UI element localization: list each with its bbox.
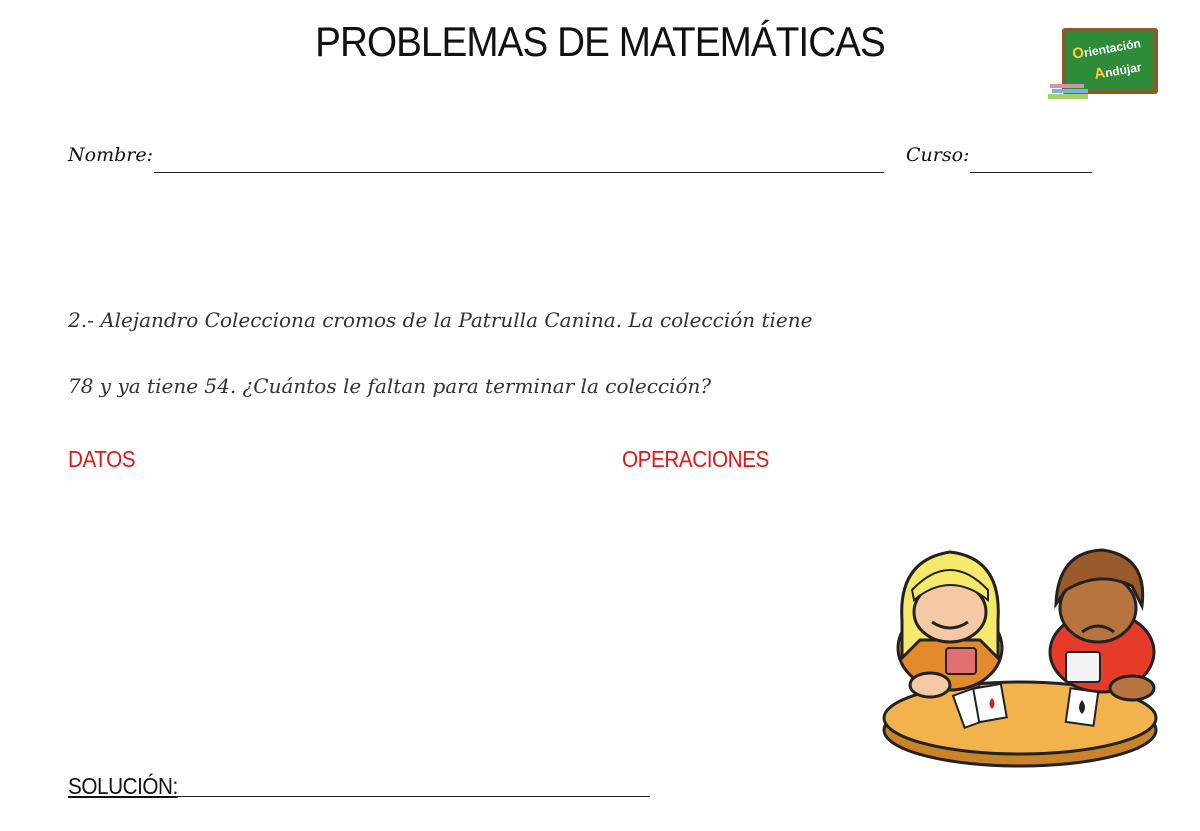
course-label: Curso: — [906, 144, 970, 166]
problem-text-line-1: 2.- Alejandro Colecciona cromos de la Patrulla Canina. La colección tiene — [68, 308, 813, 332]
data-section-label: DATOS — [68, 446, 136, 472]
logo-line-2: Andújar — [1092, 59, 1143, 83]
name-field[interactable] — [154, 172, 884, 173]
children-playing-cards-illustration — [880, 540, 1170, 780]
course-field[interactable] — [970, 172, 1092, 173]
name-label: Nombre: — [68, 144, 153, 166]
logo-line-1: Orientación — [1071, 36, 1142, 63]
solution-field[interactable] — [174, 796, 650, 797]
problem-text-line-2: 78 y ya tiene 54. ¿Cuántos le faltan para terminar la colección? — [68, 374, 712, 398]
books-icon — [1048, 82, 1092, 100]
operations-section-label: OPERACIONES — [622, 446, 769, 472]
solution-label: SOLUCIÓN: — [68, 773, 178, 799]
orientacion-andujar-logo — [1048, 26, 1164, 100]
page-title: PROBLEMAS DE MATEMÁTICAS — [315, 18, 885, 65]
